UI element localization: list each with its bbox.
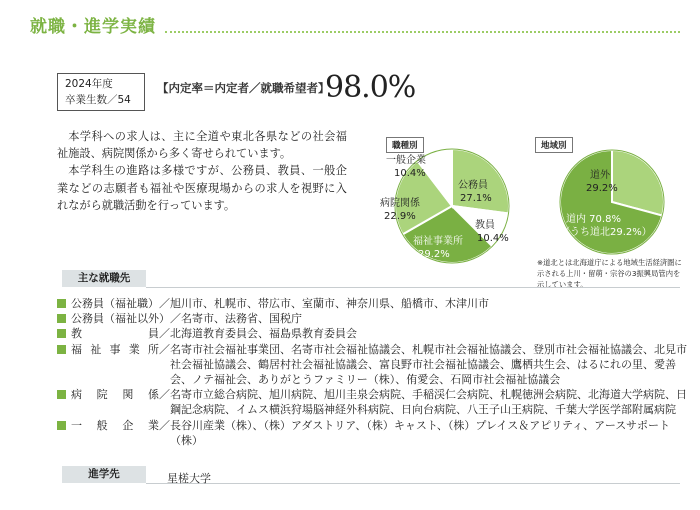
section-title: 就職・進学実績 <box>30 17 156 37</box>
occ-value-hospital: 22.9% <box>384 211 416 222</box>
rate-value: 98.0% <box>325 70 416 105</box>
occ-label-civil: 公務員 <box>458 180 488 191</box>
bullet-square <box>57 421 66 430</box>
employer-category: 一般企業 <box>71 418 159 432</box>
bullet-square <box>57 329 66 338</box>
employer-list-text: 北海道教育委員会、福島県教育委員会 <box>170 327 357 341</box>
intro-paragraph-1: 本学科への求人は、主に全道や東北各県などの社会福祉施設、病院関係から多く寄せられています。 <box>57 130 347 161</box>
intro-paragraph-2: 本学科生の進路は多様ですが、公務員、教員、一般企業などの志願者も福祉や医療現場からの求人を視野に入れながら就職活動を行っています。 <box>57 164 347 212</box>
employer-row: 教員 ／ 北海道教育委員会、福島県教育委員会 <box>57 326 687 341</box>
occ-value-welfare: 29.2% <box>418 249 450 260</box>
occ-value-teacher: 10.4% <box>477 233 509 244</box>
employers-heading: 主な就職先 <box>62 270 146 287</box>
region-chart-label: 地域別 <box>535 137 573 153</box>
occ-label-teacher: 教員 <box>475 220 495 231</box>
employer-category: 教員 <box>71 327 159 341</box>
rate-label: 【内定率＝内定者／就職希望者】 <box>157 81 330 95</box>
employer-category: 公務員（福祉職） <box>71 297 159 310</box>
occ-label-welfare: 福祉事業所 <box>413 236 463 247</box>
occupation-pie-chart <box>380 148 530 268</box>
reg-label-inside: 道内 70.8% <box>566 214 621 225</box>
region-pie-chart <box>540 148 690 258</box>
employer-category: 公務員（福祉以外） <box>71 312 170 326</box>
region-note: ※道北とは北海道庁による地域生活経済圏に示される上川・留萌・宗谷の3振興局管内を示しています。 <box>537 258 682 289</box>
employer-category: 病院関係 <box>71 388 159 402</box>
occ-value-civil: 27.1% <box>460 193 492 204</box>
bullet-square <box>57 314 66 323</box>
year-label: 2024年度 <box>65 78 113 90</box>
employer-row: 病院関係 ／ 名寄市立総合病院、旭川病院、旭川圭泉会病院、手稲渓仁会病院、札幌徳洲会病院、北海道大学病院、日鋼記念病院、イムス横浜狩場脳神経外科病院、日向台病院、八王子山王病院、千葉大学医学部附属病院 <box>57 387 687 417</box>
employer-row: 一般企業 ／ 長谷川産業（株）、（株）アダストリア、（株）キャスト、（株）プレイス＆アピリティ、アースサポート（株） <box>57 418 687 448</box>
employer-row: 公務員（福祉以外） ／ 名寄市、法務省、国税庁 <box>57 311 687 326</box>
employer-list-text: 名寄市立総合病院、旭川病院、旭川圭泉会病院、手稲渓仁会病院、札幌徳洲会病院、北海道大学病院、日鋼記念病院、イムス横浜狩場脳神経外科病院、日向台病院、八王子山王病院、千葉大学医学部附属病院 <box>170 388 687 417</box>
employer-list-text: 旭川市、札幌市、帯広市、室蘭市、神奈川県、船橋市、木津川市 <box>170 297 489 310</box>
employer-list-text: 名寄市、法務省、国税庁 <box>181 312 302 326</box>
employer-list-text: 名寄市社会福祉事業団、名寄市社会福祉協議会、札幌市社会福祉協議会、登別市社会福祉協議会、北見市社会福祉協議会、鶴居村社会福祉協議会、富良野市社会福祉協議会、鷹栖共生会、はるにれの里、愛善会、ノテ福祉会、ありがとうファミリー（株）、侑愛会、石岡市社会福祉協議会 <box>170 342 687 387</box>
bullet-square <box>57 390 66 399</box>
further-study-value: 星槎大学 <box>167 472 211 485</box>
reg-label-outside: 道外 <box>590 170 610 181</box>
further-study-divider <box>146 483 680 484</box>
title-divider <box>165 31 680 33</box>
reg-value-inside: （うち道北29.2%） <box>560 227 652 238</box>
employer-category: 福祉事業所 <box>71 342 159 356</box>
occ-label-company: 一般企業 <box>386 155 426 166</box>
bullet-square <box>57 299 66 308</box>
occupation-chart-label: 職種別 <box>386 137 424 153</box>
bullet-square <box>57 345 66 354</box>
year-summary-box <box>57 73 145 111</box>
further-study-heading: 進学先 <box>62 466 146 483</box>
graduates-count: 卒業生数／54 <box>65 94 131 106</box>
reg-value-outside: 29.2% <box>586 183 618 194</box>
intro-text <box>57 128 347 214</box>
employer-row: 公務員（福祉職） ／ 旭川市、札幌市、帯広市、室蘭市、神奈川県、船橋市、木津川市 <box>57 296 687 311</box>
employers-list <box>57 296 687 448</box>
employer-row: 福祉事業所 ／ 名寄市社会福祉事業団、名寄市社会福祉協議会、札幌市社会福祉協議会、登別市社会福祉協議会、北見市社会福祉協議会、鶴居村社会福祉協議会、富良野市社会福祉協議会、鷹栖共生会、はるにれの里、愛善会、ノテ福祉会、ありがとうファミリー（株）、侑愛会、石岡市社会福祉協議会 <box>57 342 687 388</box>
occ-value-company: 10.4% <box>394 168 426 179</box>
employer-list-text: 長谷川産業（株）、（株）アダストリア、（株）キャスト、（株）プレイス＆アピリティ、アースサポート（株） <box>170 418 671 447</box>
employers-divider <box>146 287 680 288</box>
occ-label-hospital: 病院関係 <box>380 198 420 209</box>
